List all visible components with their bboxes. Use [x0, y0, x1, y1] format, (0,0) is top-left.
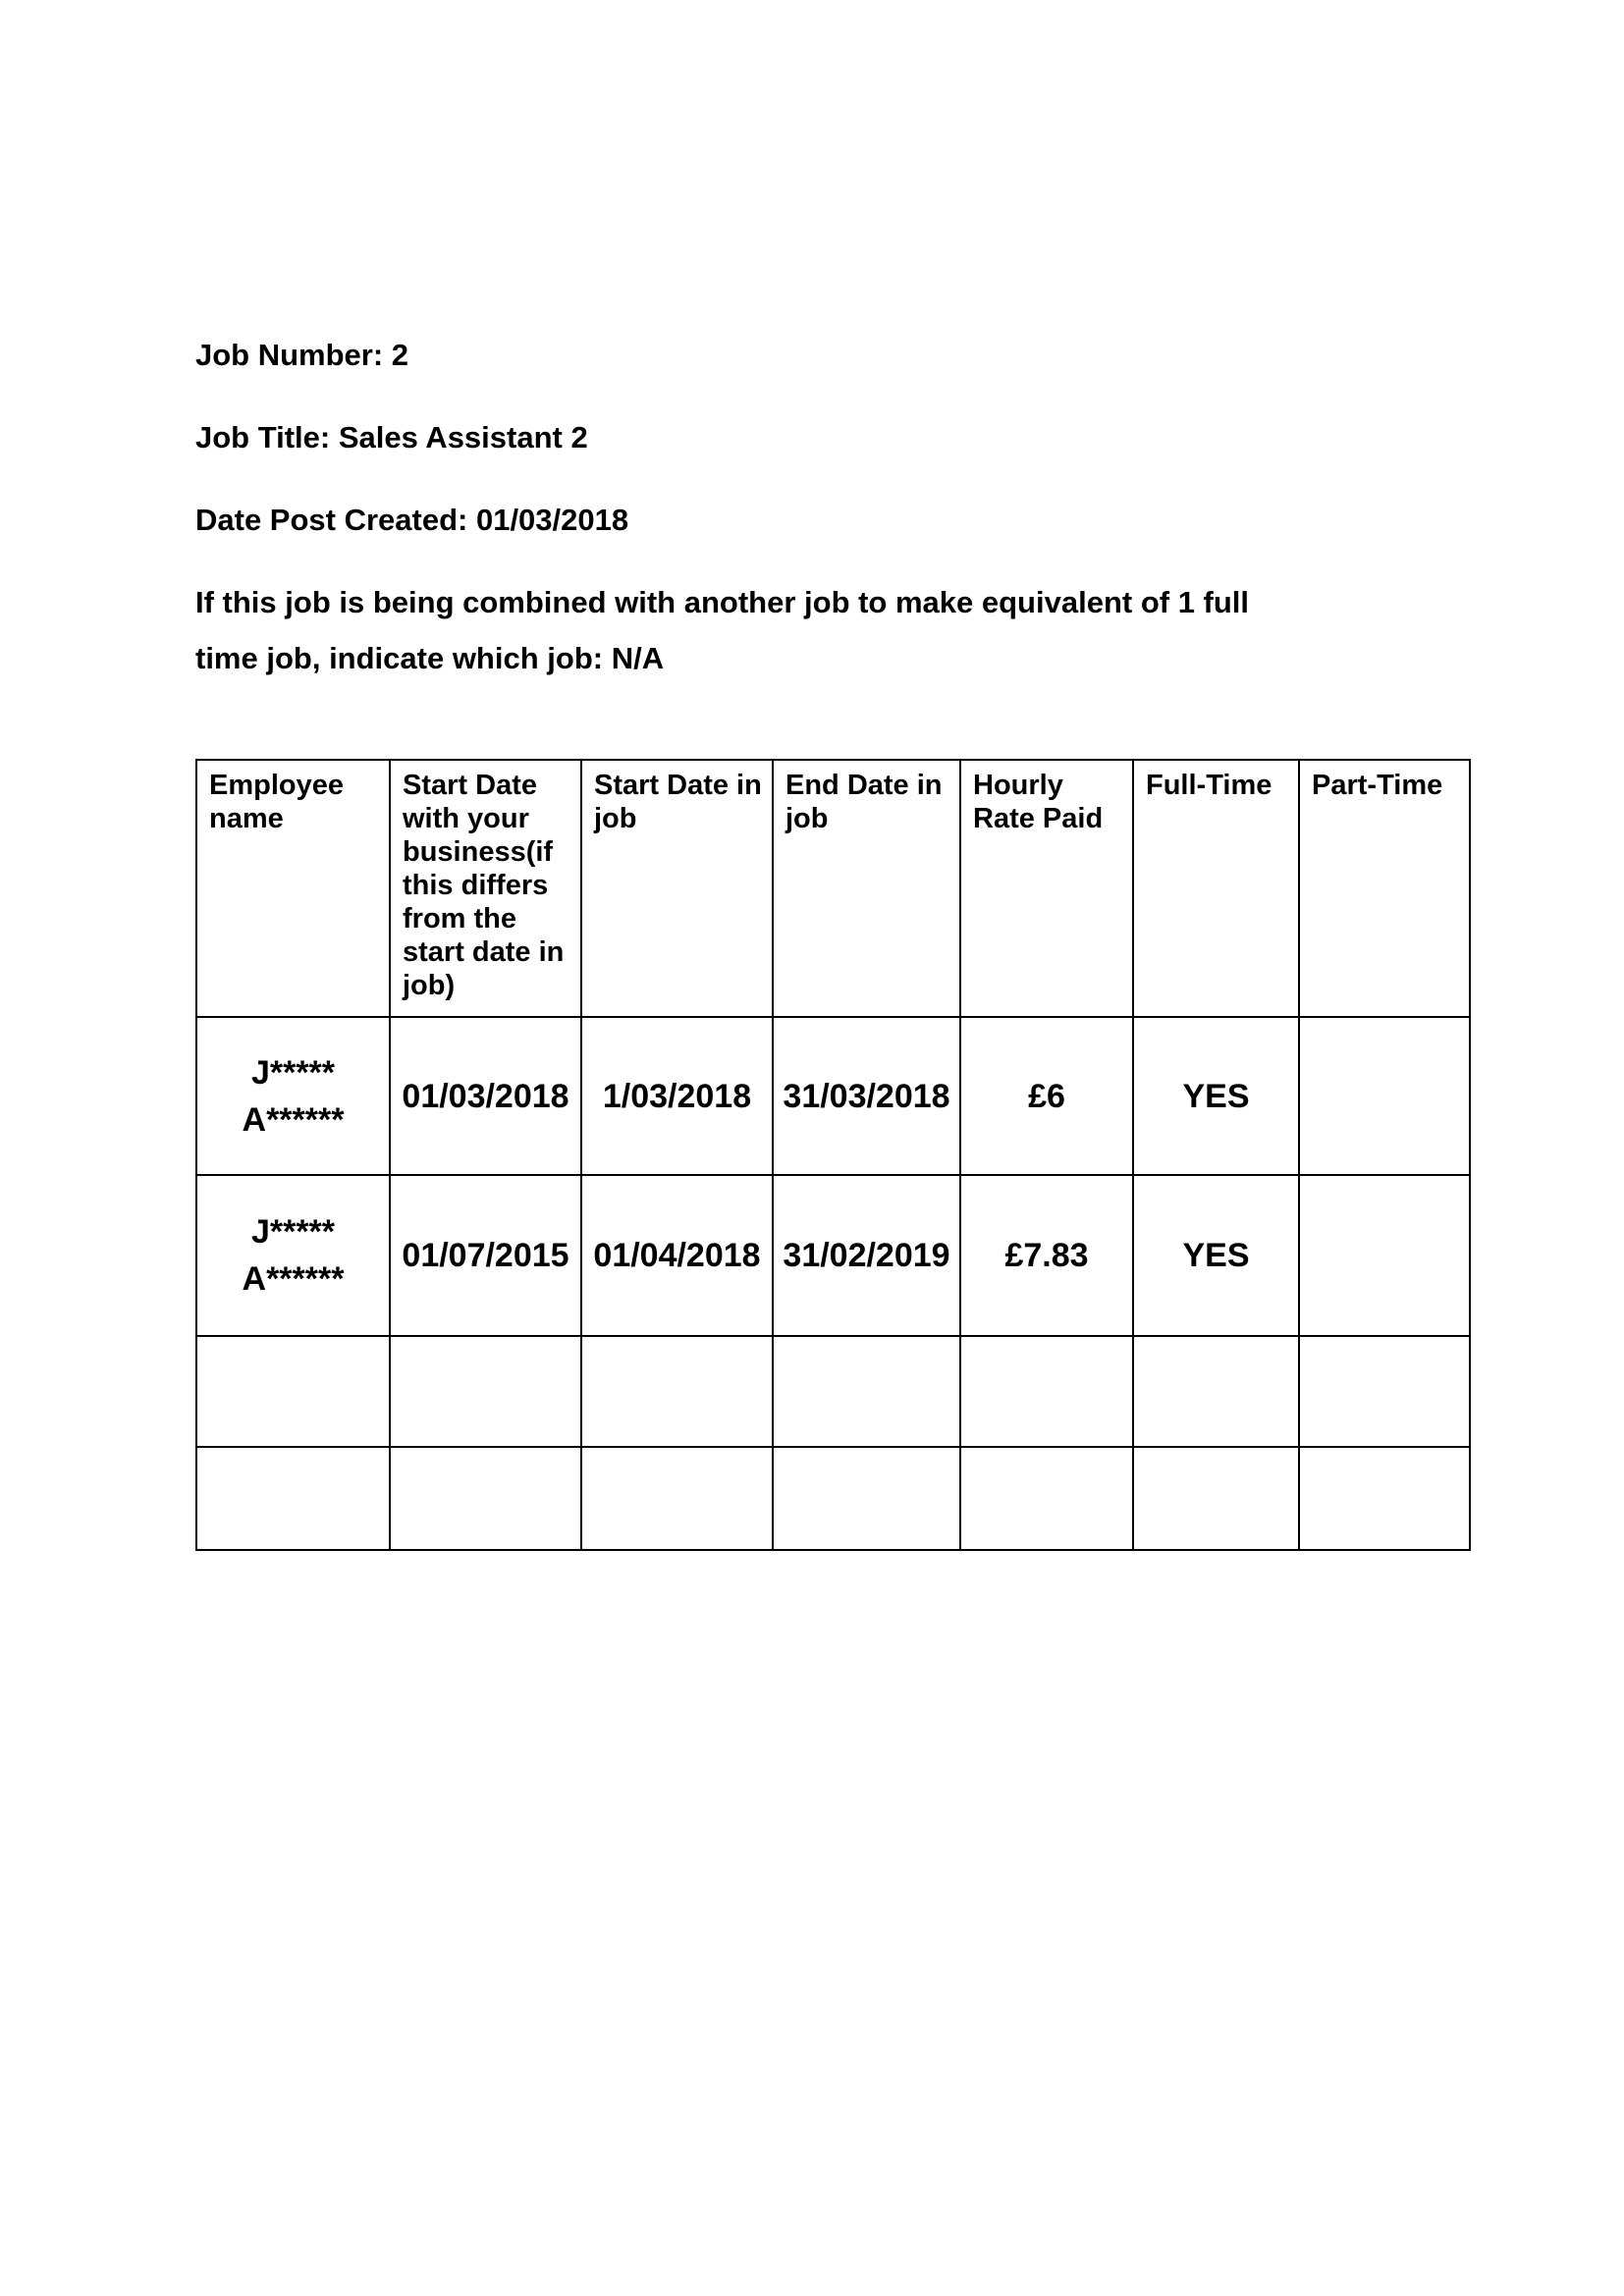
cell-full-time	[1133, 1447, 1299, 1550]
cell-start-date-business	[390, 1447, 581, 1550]
cell-end-date-in-job: 31/03/2018	[773, 1017, 960, 1175]
job-title-line: Job Title: Sales Assistant 2	[195, 420, 588, 454]
cell-start-date-business: 01/03/2018	[390, 1017, 581, 1175]
cell-employee-name	[196, 1336, 390, 1447]
empty-row-2	[196, 1447, 1470, 1550]
cell-part-time	[1299, 1017, 1470, 1175]
cell-start-date-in-job	[581, 1336, 773, 1447]
cell-end-date-in-job	[773, 1447, 960, 1550]
cell-hourly-rate	[960, 1447, 1133, 1550]
cell-end-date-in-job: 31/02/2019	[773, 1175, 960, 1336]
cell-full-time: YES	[1133, 1017, 1299, 1175]
cell-start-date-in-job: 01/04/2018	[581, 1175, 773, 1336]
employees-table	[195, 759, 1471, 1551]
combined-job-note: If this job is being combined with another job to make equivalent of 1 full time job, indicate which job: N/A	[195, 585, 1250, 675]
cell-hourly-rate: £7.83	[960, 1175, 1133, 1336]
header-part-time: Part-Time	[1299, 760, 1470, 1017]
empty-row-1	[196, 1336, 1470, 1447]
cell-start-date-business	[390, 1336, 581, 1447]
cell-full-time: YES	[1133, 1175, 1299, 1336]
cell-part-time	[1299, 1336, 1470, 1447]
header-employee-name: Employee name	[196, 760, 390, 1017]
date-post-created-line: Date Post Created: 01/03/2018	[195, 503, 629, 537]
header-full-time: Full-Time	[1133, 760, 1299, 1017]
cell-start-date-business: 01/07/2015	[390, 1175, 581, 1336]
cell-employee-name: J***** A******	[196, 1017, 390, 1175]
header-start-date-business: Start Date with your business(if this differs from the start date in job)	[390, 760, 581, 1017]
header-hourly-rate-paid: Hourly Rate Paid	[960, 760, 1133, 1017]
cell-part-time	[1299, 1447, 1470, 1550]
document-content	[195, 0, 1469, 1551]
cell-full-time	[1133, 1336, 1299, 1447]
header-start-date-in-job: Start Date in job	[581, 760, 773, 1017]
job-number-line: Job Number: 2	[195, 338, 409, 372]
header-end-date-in-job: End Date in job	[773, 760, 960, 1017]
cell-start-date-in-job: 1/03/2018	[581, 1017, 773, 1175]
table-header-row	[196, 760, 1470, 1017]
cell-employee-name: J***** A******	[196, 1175, 390, 1336]
cell-end-date-in-job	[773, 1336, 960, 1447]
cell-part-time	[1299, 1175, 1470, 1336]
cell-start-date-in-job	[581, 1447, 773, 1550]
employee-row-1	[196, 1017, 1470, 1175]
cell-employee-name	[196, 1447, 390, 1550]
cell-hourly-rate	[960, 1336, 1133, 1447]
employee-row-2	[196, 1175, 1470, 1336]
cell-hourly-rate: £6	[960, 1017, 1133, 1175]
